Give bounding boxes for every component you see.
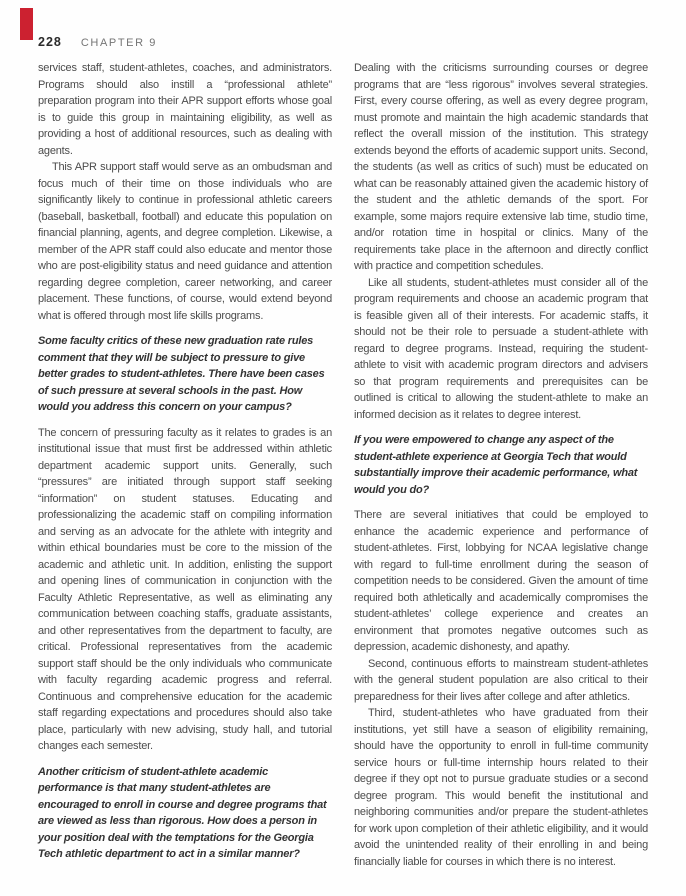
left-column — [38, 60, 332, 872]
body-paragraph: The concern of pressuring faculty as it relates to grades is an institutional issue that must first be addressed within athletic department academic support units. Generally, such “pressures” are initiated through support staff seeking “information” on student statuses. Educating and professionalizing the academic staff on compiling information and serving as an advocate for the athlete with integrity and within ethical boundaries must be core to the mission of the academic and athletic unit. In addition, enlisting the support and opening lines of communication in conjunction with the Faculty Athletic Representative, as well as eliminating any communication between coaching staffs, graduate assistants, and other representatives from the department to faculty, are critical. Professional representatives from the academic support staff should be the only individuals who communicate with faculty regarding academic progress and referral. Continuous and comprehensive education for the academic staff regarding expectations and procedures should also take place, particularly with new advising, study hall, and tutorial changes each semester. — [38, 426, 332, 752]
body-paragraph: services staff, student-athletes, coaches, and administrators. Programs should also instill a “professional athlete” preparation program into their APR support efforts whose goal is to guide this group in maintaining eligibility, as well as providing a host of additional resources, such as dealing with agents. — [38, 62, 332, 157]
right-column — [354, 60, 648, 872]
page-edge-tab — [20, 8, 33, 40]
interview-question: Another criticism of student-athlete academic performance is that many student-athletes are encouraged to enroll in course and degree programs that are viewed as less than rigorous. How does a person in your position deal with the temptations for the Georgia Tech athletic department to act in a similar manner? — [38, 765, 327, 860]
body-paragraph: Like all students, student-athletes must consider all of the program requirements and choose an academic program that is feasible given all of their interests. For academic staffs, it should not be their role to persuade a student-athlete with regard to degree programs. Instead, requiring the student-athlete to visit with academic program directors and advisers so that program requirements and prerequisites can be outlined is critical to allowing the student-athlete to make an informed decision as it relates to degree interest. — [354, 276, 648, 421]
two-column-body — [38, 60, 648, 872]
body-paragraph: Second, continuous efforts to mainstream student-athletes with the general student population are also critical to their preparedness for their lives after college and after athletics. — [354, 657, 648, 703]
body-paragraph: There are several initiatives that could be employed to enhance the academic experience and performance of student-athletes. First, lobbying for NCAA legislative change with regard to full-time enrollment during the season of competition needs to be considered. Given the amount of time required both athletically and academically compromises the student-athletes’ college experience and creates an environment that promotes negative outcomes such as depression, academic dishonesty, and apathy. — [354, 509, 648, 653]
body-paragraph: Third, student-athletes who have graduated from their institutions, yet still have a season of eligibility remaining, should have the opportunity to enroll in full-time community service hours or full-time internship hours related to their degree if they opt not to pursue graduate studies or a second degree program. This would benefit the institutional and neighboring communities and/or prepare the student-athletes for work upon completion of their athletic eligibility, and it would avoid the unintended reality of their enrolling in and being financially liable for courses in which there is no interest. — [354, 707, 648, 868]
page-number: 228 — [38, 35, 62, 49]
chapter-label: CHAPTER 9 — [80, 37, 157, 49]
body-paragraph: This APR support staff would serve as an ombudsman and focus much of their time on those individuals who are significantly likely to continue in professional athletic careers (baseball, basketball, football) and educate this population on financial planning, agents, and degree completion. Likewise, a member of the APR staff could also educate and mentor those who are post-eligibility status and need guidance and attention regarding degree completion, career networking, and career placement. These functions, of course, would extend beyond what is offered through most life skills programs. — [38, 161, 332, 322]
page-header — [38, 35, 157, 49]
body-paragraph: Dealing with the criticisms surrounding courses or degree programs that are “less rigorous” involves several strategies. First, every course offering, as well as every degree program, must promote and maintain the high academic standards that reflect the overall mission of the institution. This strategy extends beyond the efforts of academic support units. Second, the students (as well as critics of such) must be educated on what can be reasonably attained given the academic history of the student and the athletic demands of the sport. For example, some majors require extensive lab time, studio time, and/or rotation time in hospital or clinics. Many of the requirements take place in the afternoon and directly conflict with practice and competition schedules. — [354, 62, 648, 272]
interview-question: Some faculty critics of these new graduation rate rules comment that they will be subject to pressure to give better grades to student-athletes. There have been cases of such pressure at several schools in the past. How would you address this concern on your campus? — [38, 335, 325, 413]
interview-question: If you were empowered to change any aspect of the student-athlete experience at Georgia Tech that would substantially improve their academic performance, what would you do? — [354, 434, 638, 496]
